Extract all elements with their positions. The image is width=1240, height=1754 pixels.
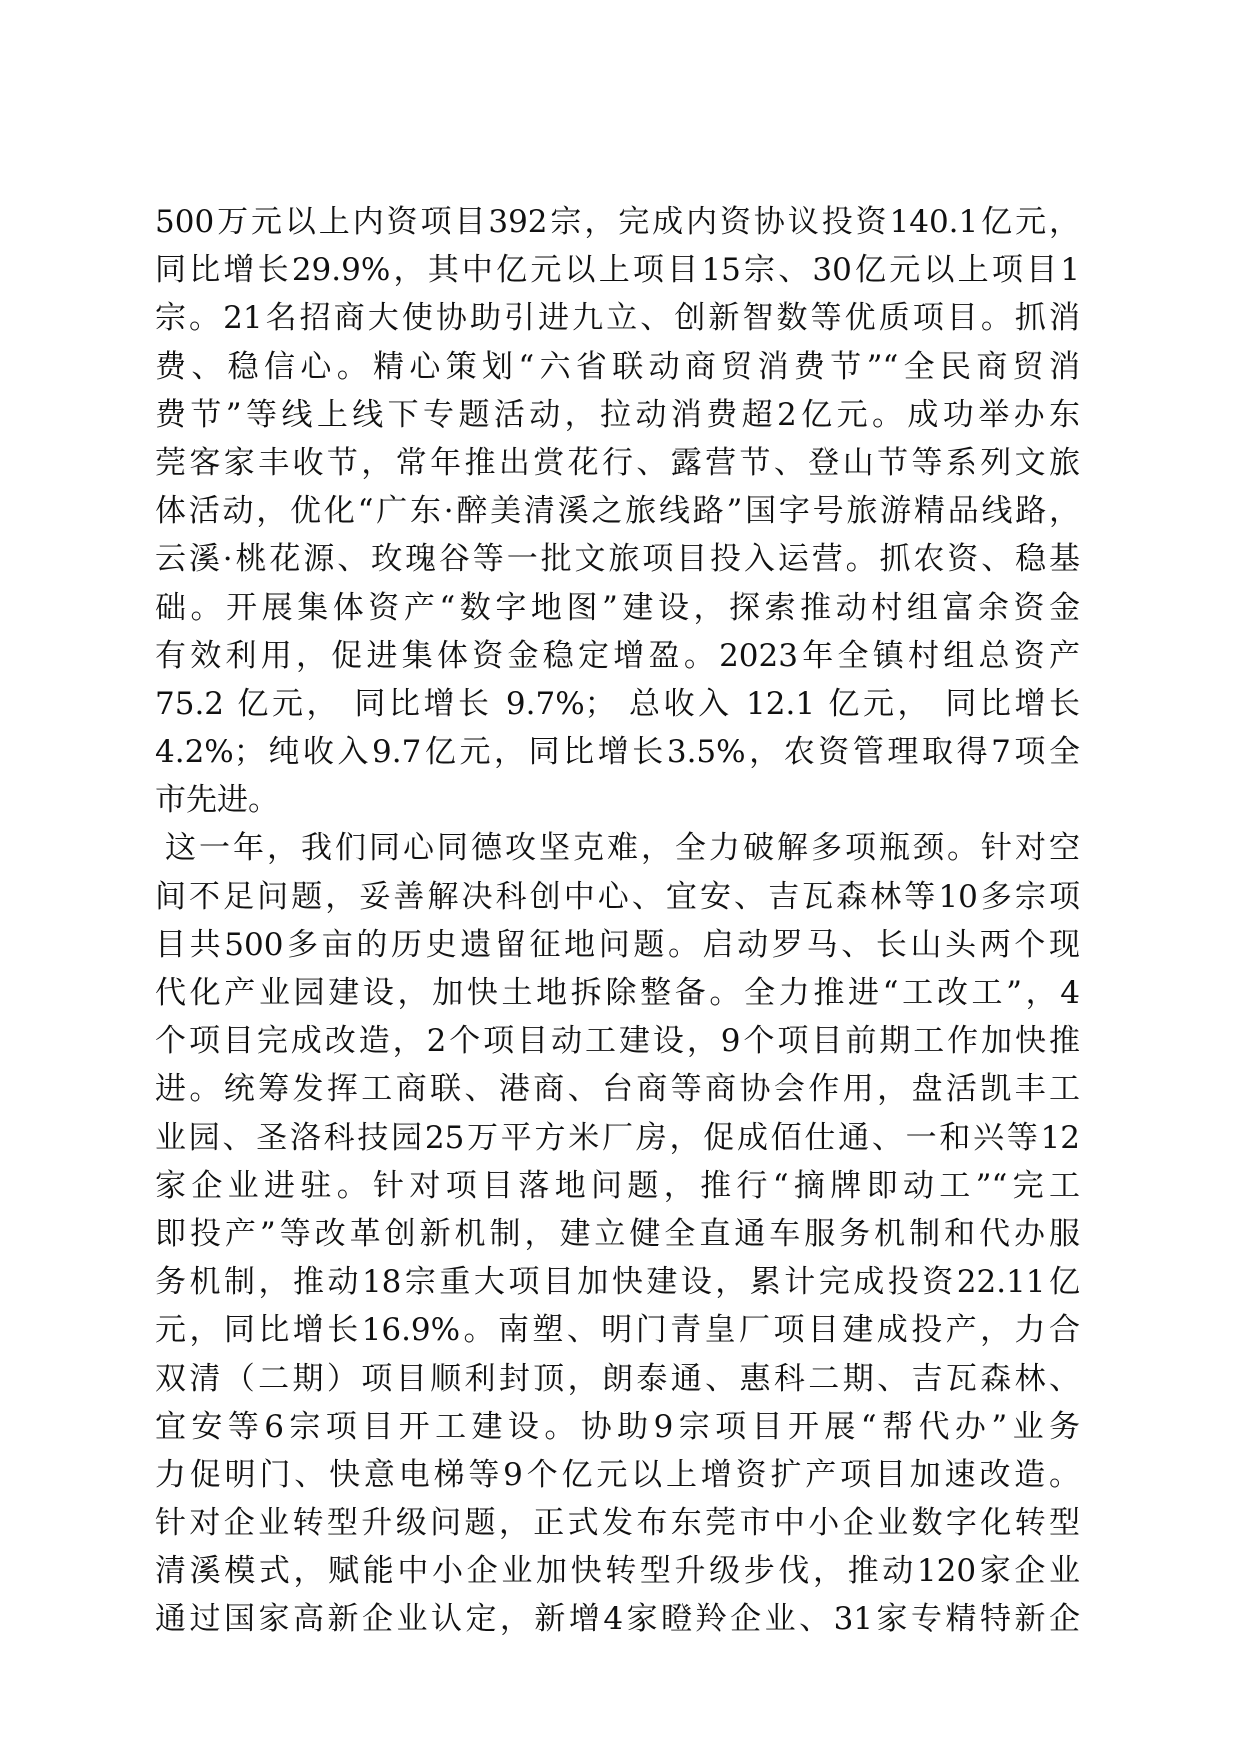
text-line: 双清（二期）项目顺利封顶，朗泰通、惠科二期、吉瓦森林、: [155, 1360, 1080, 1397]
text-line: 费节”等线上线下专题活动，拉动消费超2亿元。成功举办东: [155, 396, 1080, 433]
text-line: 75.2 亿元， 同比增长 9.7%； 总收入 12.1 亿元， 同比增长: [155, 685, 1080, 722]
body-text: [155, 198, 1080, 1644]
text-line: 力促明门、快意电梯等9个亿元以上增资扩产项目加速改造。: [155, 1456, 1080, 1493]
text-line: 宜安等6宗项目开工建设。协助9宗项目开展“帮代办”业务: [155, 1408, 1080, 1445]
text-line: 宗。21名招商大使协助引进九立、创新智数等优质项目。抓消: [155, 300, 1080, 337]
text-line: 体活动，优化“广东·醉美清溪之旅线路”国字号旅游精品线路，: [155, 493, 1080, 530]
text-line: 市先进。: [155, 782, 279, 819]
text-line: 元，同比增长16.9%。南塑、明门青皇厂项目建成投产，力合: [155, 1312, 1080, 1349]
text-line: 业园、圣洛科技园25万平方米厂房，促成佰仕通、一和兴等12: [155, 1119, 1080, 1156]
text-line: 间不足问题，妥善解决科创中心、宜安、吉瓦森林等10多宗项: [155, 878, 1080, 915]
text-line: 4.2%；纯收入9.7亿元，同比增长3.5%，农资管理取得7项全: [155, 734, 1080, 771]
text-line: 即投产”等改革创新机制，建立健全直通车服务机制和代办服: [155, 1215, 1080, 1252]
text-line: 云溪·桃花源、玫瑰谷等一批文旅项目投入运营。抓农资、稳基: [155, 541, 1080, 578]
text-line: 针对企业转型升级问题，正式发布东莞市中小企业数字化转型: [155, 1505, 1080, 1542]
text-line: 500万元以上内资项目392宗，完成内资协议投资140.1亿元，: [155, 204, 1080, 240]
text-line: 础。开展集体资产“数字地图”建设，探索推动村组富余资金: [155, 589, 1080, 626]
text-line: 务机制，推动18宗重大项目加快建设，累计完成投资22.11亿: [155, 1264, 1080, 1301]
text-line: 这一年，我们同心同德攻坚克难，全力破解多项瓶颈。针对空: [165, 830, 1080, 867]
text-line: 代化产业园建设，加快土地拆除整备。全力推进“工改工”，4: [155, 975, 1080, 1011]
text-line: 家企业进驻。针对项目落地问题，推行“摘牌即动工”“完工: [155, 1167, 1080, 1204]
text-line: 清溪模式，赋能中小企业加快转型升级步伐，推动120家企业: [155, 1553, 1080, 1590]
text-line: 目共500多亩的历史遗留征地问题。启动罗马、长山头两个现: [155, 926, 1080, 963]
paragraph-bottleneck-solutions: [155, 824, 1080, 1643]
text-line: 莞客家丰收节，常年推出赏花行、露营节、登山节等系列文旅: [155, 444, 1080, 481]
text-line: 通过国家高新企业认定，新增4家瞪羚企业、31家专精特新企: [155, 1601, 1080, 1638]
text-line: 有效利用，促进集体资金稳定增盈。2023年全镇村组总资产: [155, 637, 1080, 674]
text-line: 进。统筹发挥工商联、港商、台商等商协会作用，盘活凯丰工: [155, 1071, 1080, 1108]
text-line: 同比增长29.9%，其中亿元以上项目15宗、30亿元以上项目1: [155, 252, 1080, 289]
text-line: 个项目完成改造，2个项目动工建设，9个项目前期工作加快推: [155, 1023, 1080, 1060]
text-line: 费、稳信心。精心策划“六省联动商贸消费节”“全民商贸消: [155, 348, 1080, 385]
paragraph-investment-consumption: [155, 198, 1080, 824]
